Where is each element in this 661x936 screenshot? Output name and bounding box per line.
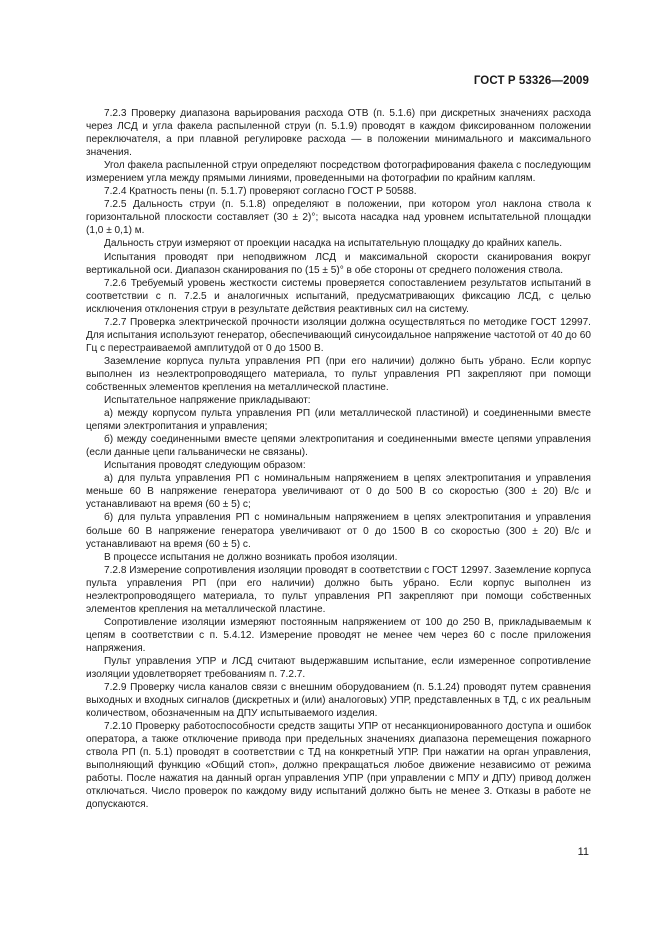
paragraph: Сопротивление изоляции измеряют постоянным напряжением от 100 до 250 В, прикладываемым к цепям в соответствии с п. 5.4.12. Измерение проводят не менее чем через 60 с после приложения напряжения. [86,616,591,654]
paragraph: В процессе испытания не должно возникать пробоя изоляции. [104,551,398,563]
list-item: б) между соединенными вместе цепями электропитания и соединенными вместе цепями управления (если данные цепи гальванически не связаны). [86,434,591,459]
paragraph: Угол факела распыленной струи определяют посредством фотографирования факела с последующим измерением угла между прямыми линиями, проведенными на фотографии по крайним каплям. [86,160,591,185]
paragraph: Испытания проводят следующим образом: [104,460,306,472]
paragraph: 7.2.3 Проверку диапазона варьирования расхода ОТВ (п. 5.1.6) при дискретных значениях расхода через ЛСД и угла факела распыленной струи (п. 5.1.9) проводят в каждом фиксированном положении переключателя, а при плавной регулировке расхода — в положении минимального и максимального значения. [86,108,591,159]
paragraph: 7.2.5 Дальность струи (п. 5.1.8) определяют в положении, при котором угол наклона ствола к горизонтальной плоскости составляет (30 ± 2)°; высота насадка над уровнем испытательной площадки (1,0 ± 0,1) м. [86,199,591,237]
document-header: ГОСТ Р 53326—2009 [473,75,589,87]
paragraph: 7.2.8 Измерение сопротивления изоляции проводят в соответствии с ГОСТ 12997. Заземление корпуса пульта управления РП (при его наличии) должно быть убрано. Если корпус выполнен из неэлектропроводящего материала, то пульт управления РП закрепляют при помощи собственных элементов крепления на металлической пластине. [86,564,591,615]
paragraph: Испытательное напряжение прикладывают: [104,395,311,407]
paragraph: Заземление корпуса пульта управления РП (при его наличии) должно быть убрано. Если корпус выполнен из неэлектропроводящего материала, то пульт управления РП закрепляют при помощи собственных элементов крепления на металлической пластине. [86,355,591,393]
paragraph: Испытания проводят при неподвижном ЛСД и максимальной скорости сканирования вокруг вертикальной оси. Диапазон сканирования по (15 ± 5)° в обе стороны от среднего положения ствола. [86,251,591,276]
paragraph: 7.2.4 Кратность пены (п. 5.1.7) проверяют согласно ГОСТ Р 50588. [104,186,417,198]
list-item: а) для пульта управления РП с номинальным напряжением в цепях электропитания и управления меньше 60 В напряжение генератора увеличивают от 0 до 500 В со скоростью (300 ± 20) В/с и устанавливают на время (60 ± 5) с; [86,473,591,511]
paragraph: Пульт управления УПР и ЛСД считают выдержавшим испытание, если измеренное сопротивление изоляции удовлетворяет требованиям п. 7.2.7. [86,655,591,681]
paragraph: 7.2.6 Требуемый уровень жесткости системы проверяется сопоставлением результатов испытаний в соответствии с п. 7.2.5 и аналогичных испытаний, предусматривающих фиксацию ЛСД, с целью исключения отклонения струи в результате действия реактивных сил на систему. [86,277,591,315]
page-number: 11 [577,846,589,858]
list-item: б) для пульта управления РП с номинальным напряжением в цепях электропитания и управления больше 60 В напряжение генератора увеличивают от 0 до 1500 В со скоростью (300 ± 20) В/с и устанавливают на время (60 ± 5) с. [86,512,591,550]
paragraph: 7.2.7 Проверка электрической прочности изоляции должна осуществляться по методике ГОСТ 12997. Для испытания используют генератор, обеспечивающий синусоидальное напряжение частотой от 40 до 60 Гц с перестраиваемой амплитудой от 0 до 1500 В. [86,316,591,354]
list-item: а) между корпусом пульта управления РП (или металлической пластиной) и соединенными вместе цепями электропитания и управления; [86,408,591,433]
document-body [86,107,591,812]
paragraph: Дальность струи измеряют от проекции насадка на испытательную площадку до крайних капель. [104,238,563,250]
paragraph: 7.2.10 Проверку работоспособности средств защиты УПР от несанкционированного доступа и ошибок оператора, а также отключение привода при предельных значениях диапазона перемещения пожарного ствола РП (п. 5.1) проводят в соответствии с ТД на конкретный УПР. При нажатии на орган управления, выполняющий функцию «Общий стоп», должно прекращаться любое движение независимо от режима работы. После нажатия на данный орган управления УПР (при управлении с МПУ и ДПУ) привод должен отключаться. Число проверок по каждому виду испытаний должно быть не менее 3. Отказы в работе не допускаются. [86,721,591,811]
paragraph: 7.2.9 Проверку числа каналов связи с внешним оборудованием (п. 5.1.24) проводят путем сравнения выходных и входных сигналов (дискретных и (или) аналоговых) УПР, представленных в ТД, с их реальным количеством, обозначенным на ДПУ испытываемого изделия. [86,682,591,720]
